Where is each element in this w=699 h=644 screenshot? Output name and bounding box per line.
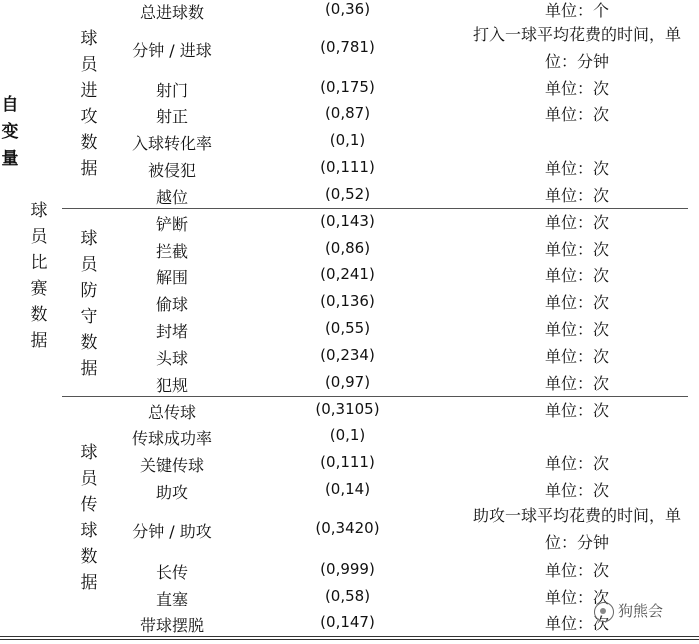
variable-note: 单位：次 [544, 614, 609, 633]
group-label-text: 球 员 防 守 数 据 [80, 229, 98, 379]
variable-name: 总进球数 [139, 3, 204, 22]
variable-name: 越位 [155, 188, 188, 207]
variable-range: (0,999) [320, 560, 375, 578]
table-row [0, 212, 699, 234]
variable-range: (0,87) [324, 104, 371, 122]
table-row [0, 319, 699, 341]
variable-name: 偷球 [155, 295, 188, 314]
variable-range: (0,234) [320, 346, 375, 364]
variable-note: 打入一球平均花费的时间，单位：分钟 [472, 25, 681, 71]
variable-note: 单位：次 [544, 79, 609, 98]
table-row [0, 185, 699, 207]
subtitle-text: 球 员 比 赛 数 据 [30, 201, 48, 351]
variable-range: (0,36) [324, 0, 371, 18]
variable-range: (0,1) [329, 131, 366, 149]
variable-note: 单位：次 [544, 159, 609, 178]
variable-note: 单位：次 [544, 293, 609, 312]
variable-name: 封堵 [155, 322, 188, 341]
table-row [0, 346, 699, 368]
variable-name: 被侵犯 [147, 161, 196, 180]
variable-note: 单位：次 [544, 481, 609, 500]
table-row [0, 265, 699, 287]
variable-note: 单位：个 [544, 1, 609, 20]
variable-note: 助攻一球平均花费的时间，单位：分钟 [472, 506, 681, 552]
variable-range: (0,97) [324, 373, 371, 391]
variable-range: (0,111) [320, 158, 375, 176]
table-row [0, 0, 699, 22]
variable-name: 长传 [155, 563, 188, 582]
variable-name: 带球摆脱 [139, 616, 204, 635]
variable-note: 单位：次 [544, 561, 609, 580]
table-row [0, 505, 699, 559]
variable-range: (0,3105) [315, 400, 380, 418]
table-row [0, 426, 699, 448]
variable-range: (0,147) [320, 613, 375, 631]
variable-note: 单位：次 [544, 213, 609, 232]
variable-note: 单位：次 [544, 240, 609, 259]
variable-name: 助攻 [155, 483, 188, 502]
variable-name: 直塞 [155, 590, 188, 609]
variable-range: (0,86) [324, 239, 371, 257]
main-title-text: 自 变 量 [1, 95, 19, 169]
table-row [0, 239, 699, 261]
variable-name: 解围 [155, 268, 188, 287]
variable-name: 铲断 [155, 215, 188, 234]
variable-note: 单位：次 [544, 105, 609, 124]
variable-name: 拦截 [155, 242, 188, 261]
variable-note: 单位：次 [544, 454, 609, 473]
variable-name: 射正 [155, 107, 188, 126]
variable-note: 单位：次 [544, 320, 609, 339]
variable-name: 犯规 [155, 376, 188, 395]
table-row [0, 480, 699, 502]
variable-note: 单位：次 [544, 266, 609, 285]
variable-range: (0,52) [324, 185, 371, 203]
group-label-text: 球 员 传 球 数 据 [80, 443, 98, 593]
watermark-text: 狗熊会 [618, 602, 664, 620]
variable-name: 入球转化率 [131, 134, 212, 153]
bear-logo-icon [594, 602, 614, 622]
variable-range: (0,241) [320, 265, 375, 283]
table-row [0, 24, 699, 78]
variable-note: 单位：次 [544, 588, 609, 607]
variable-range: (0,175) [320, 78, 375, 96]
variable-name: 射门 [155, 81, 188, 100]
variable-range: (0,58) [324, 587, 371, 605]
variable-range: (0,136) [320, 292, 375, 310]
table-bottom-border [0, 636, 699, 637]
variable-note: 单位：次 [544, 186, 609, 205]
table-row [0, 453, 699, 475]
variable-range: (0,111) [320, 453, 375, 471]
table-row [0, 78, 699, 100]
variable-range: (0,781) [320, 38, 375, 56]
variable-name: 分钟 / 进球 [132, 41, 212, 60]
table-row [0, 292, 699, 314]
table-row [0, 400, 699, 422]
variable-name: 头球 [155, 349, 188, 368]
variable-range: (0,14) [324, 480, 371, 498]
variable-name: 分钟 / 助攻 [132, 522, 212, 541]
table-bottom-border [0, 639, 699, 640]
table-row [0, 131, 699, 153]
variable-note: 单位：次 [544, 347, 609, 366]
variable-name: 传球成功率 [131, 429, 212, 448]
variable-range: (0,55) [324, 319, 371, 337]
table-row [0, 104, 699, 126]
variable-name: 关键传球 [139, 456, 204, 475]
variable-note: 单位：次 [544, 401, 609, 420]
table-row [0, 560, 699, 582]
group-divider [62, 396, 688, 397]
variable-range: (0,3420) [315, 519, 380, 537]
variable-note: 单位：次 [544, 374, 609, 393]
variable-name: 总传球 [147, 403, 196, 422]
watermark [594, 600, 663, 622]
table-row [0, 158, 699, 180]
group-divider [62, 208, 688, 209]
table-row [0, 373, 699, 395]
variable-range: (0,143) [320, 212, 375, 230]
group-label-text: 球 员 进 攻 数 据 [80, 29, 98, 179]
variable-range: (0,1) [329, 426, 366, 444]
